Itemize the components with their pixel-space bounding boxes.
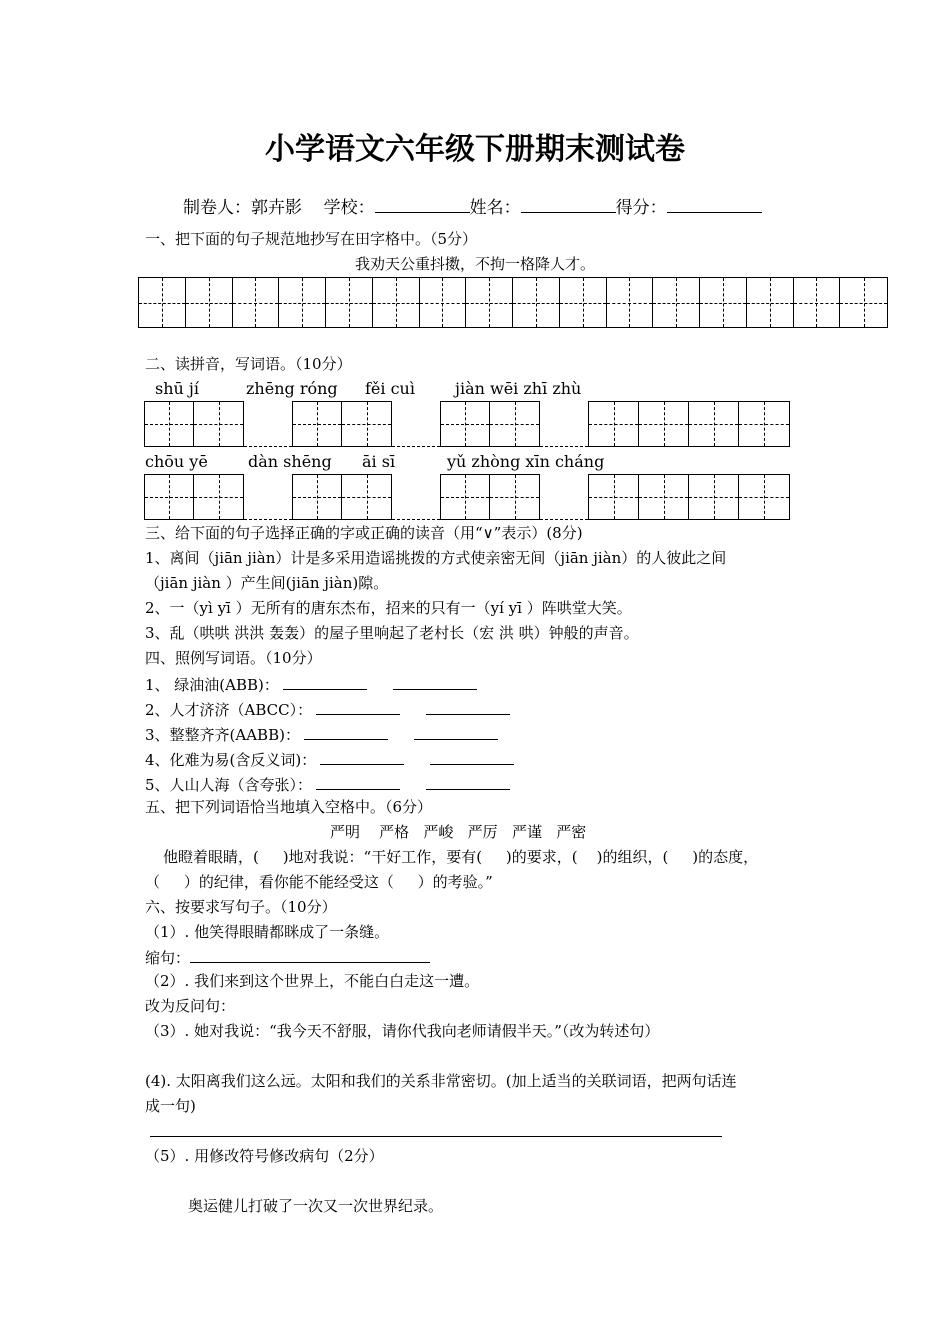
pinyin-7: āi sī [362,452,396,471]
s3-question-1b: （jiān jiàn ）产生间(jiān jiàn)隙。 [145,574,389,592]
tianzige-cell[interactable] [653,278,700,327]
tianzige-cell[interactable] [279,278,326,327]
s5-paragraph-2: （ ）的纪律，看你能不能经受这（ ）的考验。” [145,873,493,891]
s4-item-3 [145,723,498,745]
tianzige-cell[interactable] [560,278,607,327]
tianzige-grid-copy[interactable] [138,277,888,328]
answer-grid-7[interactable] [440,474,540,520]
pinyin-8: yǔ zhòng xīn cháng [447,452,605,471]
answer-grid-4[interactable] [588,401,790,447]
s4-item-2 [145,698,510,720]
answer-grid-2[interactable] [292,401,392,447]
pinyin-6: dàn shēng [248,452,332,471]
answer-blank[interactable] [304,723,388,740]
answer-grid-1[interactable] [144,401,244,447]
section-1-heading: 一、把下面的句子规范地抄写在田字格中。（5分） [145,230,478,248]
school-field[interactable] [375,196,470,213]
s5-paragraph-1: 他瞪着眼睛，( )地对我说：“干好工作，要有( )的要求，( )的组织，( )的态度， [163,848,759,866]
s3-question-1a: 1、离间（jiān jiàn）计是多采用造谣挑拨的方式使亲密无间（jiān jiàn）的人彼此之间 [145,549,727,567]
answer-grid-6[interactable] [292,474,392,520]
answer-blank[interactable] [320,748,404,765]
s4-item-5 [145,773,510,795]
answer-line[interactable] [150,1136,722,1137]
condense-label: 缩句： [145,949,191,967]
answer-grid-5[interactable] [144,474,244,520]
tianzige-cell[interactable] [466,278,513,327]
s6-question-2: （2）. 我们来到这个世界上，不能白白走这一遭。 [145,972,480,990]
section-4-heading: 四、照例写词语。（10分） [145,649,322,667]
answer-blank[interactable] [414,723,498,740]
pinyin-1: shū jí [155,379,199,398]
answer-blank[interactable] [430,748,514,765]
answer-blank[interactable] [316,698,400,715]
section-5-heading: 五、把下列词语恰当地填入空格中。（6分） [145,798,433,816]
answer-grid-3[interactable] [440,401,540,447]
s6-question-3: （3）. 她对我说：“我今天不舒服，请你代我向老师请假半天。”（改为转述句） [145,1022,660,1040]
score-field[interactable] [667,196,762,213]
tianzige-cell[interactable] [607,278,654,327]
s6-q1-label [145,946,430,968]
tianzige-cell[interactable] [420,278,467,327]
pinyin-3: fěi cuì [365,379,415,398]
s6-question-1: （1）. 他笑得眼睛都眯成了一条缝。 [145,923,390,941]
name-label: 姓名： [469,198,521,218]
pinyin-4: jiàn wēi zhī zhù [455,379,582,398]
s6-question-4b: 成一句) [145,1097,196,1115]
answer-blank[interactable] [393,673,477,690]
s4-item-label: 3、整整齐齐(AABB)： [145,726,300,744]
tianzige-cell[interactable] [326,278,373,327]
s3-question-3: 3、乱（哄哄 洪洪 轰轰）的屋子里响起了老村长（宏 洪 哄）钟般的声音。 [145,624,639,642]
s4-item-label: 5、人山人海（含夸张）： [145,776,313,794]
page-title: 小学语文六年级下册期末测试卷 [265,132,685,167]
s4-item-label: 4、化难为易(含反义词)： [145,751,317,769]
section-3-heading: 三、给下面的句子选择正确的字或正确的读音（用“∨”表示）(8分) [145,524,583,542]
s4-item-label: 2、人才济济（ABCC）： [145,701,313,719]
answer-blank[interactable] [426,698,510,715]
copy-sentence: 我劝天公重抖擞，不拘一格降人才。 [354,255,595,273]
tianzige-cell[interactable] [747,278,794,327]
answer-blank[interactable] [426,773,510,790]
s6-question-4a: (4). 太阳离我们这么远。太阳和我们的关系非常密切。(加上适当的关联词语，把两句话连 [145,1072,737,1090]
s4-item-label: 1、 绿油油(ABB)： [145,676,279,694]
tianzige-cell[interactable] [700,278,747,327]
tianzige-cell[interactable] [186,278,233,327]
tianzige-cell[interactable] [840,278,887,327]
tianzige-cell[interactable] [373,278,420,327]
s4-item-1 [145,673,477,695]
tianzige-cell[interactable] [139,278,186,327]
s6-q5-sentence: 奥运健儿打破了一次又一次世界纪录。 [188,1197,444,1215]
section-2-heading: 二、读拼音，写词语。（10分） [145,355,352,373]
author-label: 制卷人：郭卉影 [183,198,302,218]
answer-blank[interactable] [283,673,367,690]
s6-q2-label: 改为反问句： [145,997,236,1015]
tianzige-cell[interactable] [513,278,560,327]
word-bank: 严明 严格 严峻 严厉 严谨 严密 [330,823,587,841]
school-label: 学校： [323,198,375,218]
pinyin-5: chōu yē [145,452,208,471]
score-label: 得分： [615,198,667,218]
answer-line[interactable] [190,946,430,963]
pinyin-2: zhēng róng [246,379,338,398]
exam-header [183,196,762,219]
name-field[interactable] [521,196,616,213]
s4-item-4 [145,748,514,770]
section-6-heading: 六、按要求写句子。（10分） [145,898,337,916]
tianzige-cell[interactable] [233,278,280,327]
s6-question-5: （5）. 用修改符号修改病句（2分） [145,1147,384,1165]
tianzige-cell[interactable] [794,278,841,327]
answer-blank[interactable] [316,773,400,790]
answer-grid-8[interactable] [588,474,790,520]
s3-question-2: 2、一（yì yī ）无所有的唐东杰布，招来的只有一（yí yī ）阵哄堂大笑。 [145,599,632,617]
